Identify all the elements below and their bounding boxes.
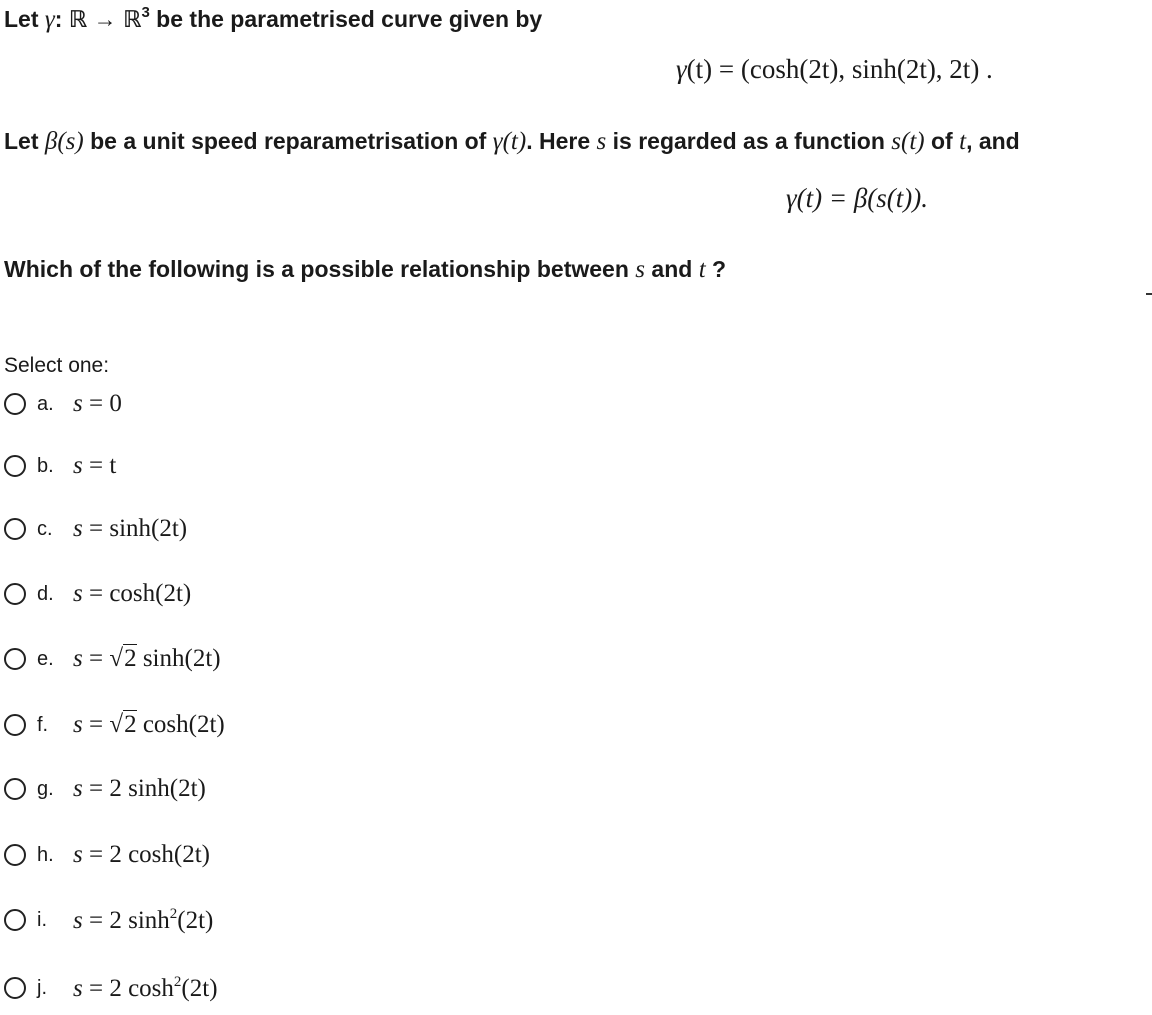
option-expression: s = 2 $\sinh^2(2t)$ (73, 905, 214, 934)
option-c[interactable]: c. s = sinh(2t) (4, 512, 187, 546)
option-expression: s = √2 sinh(2t) (73, 645, 221, 672)
edge-mark (1146, 293, 1152, 295)
select-one-label: Select one: (4, 354, 110, 377)
reparam-equation: γ(t) = β(s(t)). (786, 183, 929, 213)
radio-icon[interactable] (4, 455, 26, 477)
option-a[interactable]: a. s = 0 (4, 387, 122, 421)
option-expression: s = t (73, 452, 117, 479)
option-expression: s = cosh(2t) (73, 580, 192, 607)
radio-icon[interactable] (4, 583, 26, 605)
option-expression: s = 2 $\cosh^2(2t)$ (73, 973, 218, 1002)
gamma-symbol: γ (44, 6, 55, 33)
option-h[interactable]: h. s = 2 cosh(2t) (4, 838, 210, 872)
radio-icon[interactable] (4, 909, 26, 931)
sqrt-symbol: √2 (109, 645, 137, 672)
question-line-2: Let β(s) be a unit speed reparametrisation of γ(t). Here s is regarded as a function s(t) of t, and (4, 128, 1020, 155)
question-line-1: Let γ: ℝ → ℝ$^3$ be the parametrised curve given by (4, 4, 543, 33)
option-i[interactable]: i. s = 2 $\sinh^2(2t)$ (4, 903, 213, 937)
sqrt-symbol: √2 (109, 711, 137, 738)
radio-icon[interactable] (4, 977, 26, 999)
option-j[interactable]: j. s = 2 $\cosh^2(2t)$ (4, 971, 218, 1005)
option-expression: s = √2 cosh(2t) (73, 711, 225, 738)
option-g[interactable]: g. s = 2 sinh(2t) (4, 772, 206, 806)
radio-icon[interactable] (4, 778, 26, 800)
option-f[interactable]: f. s = √2 cosh(2t) (4, 708, 225, 742)
radio-icon[interactable] (4, 393, 26, 415)
radio-icon[interactable] (4, 714, 26, 736)
option-e[interactable]: e. s = √2 sinh(2t) (4, 642, 221, 676)
radio-icon[interactable] (4, 844, 26, 866)
curve-equation: γ(t) = (cosh(2t), sinh(2t), 2t) . (676, 54, 993, 84)
option-d[interactable]: d. s = cosh(2t) (4, 577, 191, 611)
radio-icon[interactable] (4, 648, 26, 670)
option-expression: s = sinh(2t) (73, 515, 188, 542)
option-expression: s = 2 sinh(2t) (73, 775, 206, 802)
option-expression: s = 2 cosh(2t) (73, 841, 211, 868)
option-expression: s = 0 (73, 390, 122, 417)
radio-icon[interactable] (4, 518, 26, 540)
question-prompt: Which of the following is a possible relationship between s and t ? (4, 256, 727, 283)
option-b[interactable]: b. s = t (4, 449, 116, 483)
